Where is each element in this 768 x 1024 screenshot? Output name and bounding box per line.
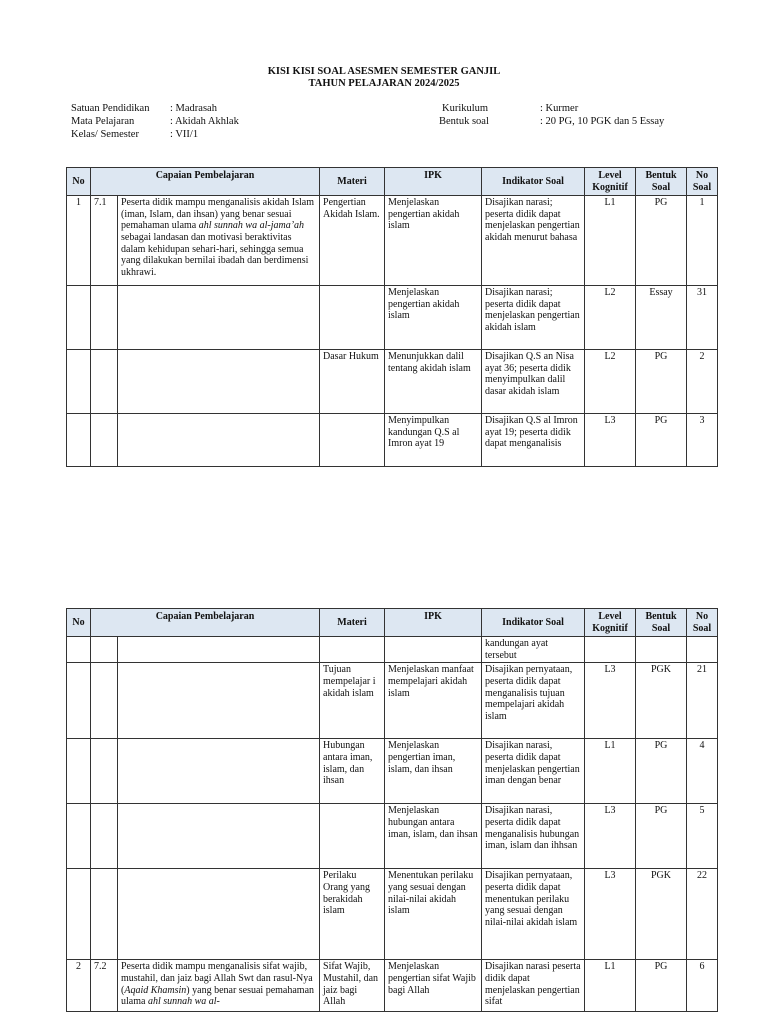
cell-ipk: Menunjukkan dalil tentang akidah islam bbox=[385, 350, 482, 414]
cell-no bbox=[67, 869, 91, 960]
cell-ipk: Menjelaskan pengertian iman, islam, dan ihsan bbox=[385, 739, 482, 804]
header-capaian: Capaian Pembelajaran bbox=[91, 609, 320, 637]
cell-capaian bbox=[118, 637, 320, 663]
cell-capaian bbox=[118, 286, 320, 350]
cell-materi bbox=[320, 414, 385, 467]
cell-bentuk: PGK bbox=[636, 869, 687, 960]
cell-materi: Hubungan antara iman, islam, dan ihsan bbox=[320, 739, 385, 804]
meta-bentuk-label: Bentuk soal bbox=[439, 116, 489, 127]
cell-materi bbox=[320, 804, 385, 869]
meta-satuan-value: : Madrasah bbox=[170, 103, 217, 114]
cell-level: L1 bbox=[585, 739, 636, 804]
cell-indikator: kandungan ayat tersebut bbox=[482, 637, 585, 663]
cell-materi bbox=[320, 286, 385, 350]
cell-bentuk bbox=[636, 637, 687, 663]
cell-bentuk: PG bbox=[636, 804, 687, 869]
cell-capaian bbox=[118, 663, 320, 739]
header-ipk: IPK bbox=[385, 609, 482, 637]
cell-ipk: Menjelaskan pengertian akidah islam bbox=[385, 196, 482, 286]
cell-bentuk: PG bbox=[636, 414, 687, 467]
header-ipk: IPK bbox=[385, 168, 482, 196]
cell-ipk: Menjelaskan pengertian sifat Wajib bagi Allah bbox=[385, 960, 482, 1012]
cell-nosoal: 4 bbox=[687, 739, 718, 804]
cell-level: L2 bbox=[585, 350, 636, 414]
cell-indikator: Disajikan pernyataan, peserta didik dapat menganalisis tujuan mempelajari akidah islam bbox=[482, 663, 585, 739]
capaian-text-end: sebagai landasan dan motivasi beraktivitas dalam kehidupan sehari-hari, sehingga semua yang dilakukan bernilai ibadah dan berdimensi ukhrawi. bbox=[121, 231, 309, 278]
header-no: No bbox=[67, 609, 91, 637]
cell-indikator: Disajikan narasi; peserta didik dapat menjelaskan pengertian akidah menurut bahasa bbox=[482, 196, 585, 286]
cell-indikator: Disajikan narasi; peserta didik dapat menjelaskan pengertian akidah islam bbox=[482, 286, 585, 350]
capaian-text: Peserta didik mampu menganalisis sifat wajib, mustahil, dan jaiz bagi Allah Swt dan rasul-Nya ( bbox=[121, 961, 313, 996]
header-level: Level Kognitif bbox=[585, 168, 636, 196]
table-row bbox=[67, 637, 718, 663]
cell-capaian bbox=[118, 414, 320, 467]
cell-cp-no bbox=[91, 663, 118, 739]
cell-materi: Perilaku Orang yang berakidah islam bbox=[320, 869, 385, 960]
cell-level: L2 bbox=[585, 286, 636, 350]
cell-materi: Sifat Wajib, Mustahil, dan jaiz bagi Allah bbox=[320, 960, 385, 1012]
meta-mapel-label: Mata Pelajaran bbox=[71, 116, 135, 127]
cell-no bbox=[67, 804, 91, 869]
cell-no bbox=[67, 637, 91, 663]
cell-cp-no bbox=[91, 739, 118, 804]
cell-bentuk: PG bbox=[636, 739, 687, 804]
capaian-italic: ahl sunnah wa al-jama’ah bbox=[198, 220, 305, 232]
cell-cp-no: 7.2 bbox=[91, 960, 118, 1012]
cell-level: L3 bbox=[585, 414, 636, 467]
table-header-row bbox=[67, 609, 718, 637]
cell-indikator: Disajikan narasi, peserta didik dapat menjelaskan pengertian iman dengan benar bbox=[482, 739, 585, 804]
cell-capaian bbox=[118, 739, 320, 804]
cell-cp-no: 7.1 bbox=[91, 196, 118, 286]
table-row bbox=[67, 414, 718, 467]
cell-ipk: Menjelaskan pengertian akidah islam bbox=[385, 286, 482, 350]
cell-ipk: Menyimpulkan kandungan Q.S al Imron ayat 19 bbox=[385, 414, 482, 467]
table-row bbox=[67, 739, 718, 804]
meta-kurikulum-label: Kurikulum bbox=[442, 103, 489, 114]
cell-bentuk: PGK bbox=[636, 663, 687, 739]
cell-capaian bbox=[118, 960, 320, 1012]
cell-level bbox=[585, 637, 636, 663]
cell-level: L3 bbox=[585, 869, 636, 960]
kisi-table-page-1 bbox=[66, 167, 718, 467]
cell-capaian bbox=[118, 196, 320, 286]
table-row bbox=[67, 960, 718, 1012]
table-row bbox=[67, 804, 718, 869]
cell-level: L1 bbox=[585, 196, 636, 286]
capaian-text: Peserta didik mampu menganalisis akidah Islam (iman, Islam, dan ihsan) yang benar sesuai pemahaman ulama bbox=[121, 197, 315, 232]
document-title: KISI KISI SOAL ASESMEN SEMESTER GANJIL bbox=[267, 66, 501, 77]
cell-no bbox=[67, 739, 91, 804]
table-row bbox=[67, 869, 718, 960]
table-row bbox=[67, 196, 718, 286]
header-nosoal: No Soal bbox=[687, 609, 718, 637]
cell-ipk: Menjelaskan hubungan antara iman, islam, dan ihsan bbox=[385, 804, 482, 869]
cell-capaian bbox=[118, 804, 320, 869]
document-subtitle: TAHUN PELAJARAN 2024/2025 bbox=[308, 78, 460, 89]
cell-no: 1 bbox=[67, 196, 91, 286]
cell-cp-no bbox=[91, 286, 118, 350]
capaian-italic: Aqaid Khamsin bbox=[124, 984, 187, 996]
cell-materi bbox=[320, 637, 385, 663]
capaian-italic-end: ahl sunnah wa al- bbox=[147, 996, 220, 1008]
cell-indikator: Disajikan narasi peserta didik dapat menjelaskan pengertian sifat bbox=[482, 960, 585, 1012]
table-header-row bbox=[67, 168, 718, 196]
cell-indikator: Disajikan pernyataan, peserta didik dapat menentukan perilaku yang sesuai dengan nilai-nilai akidah islam bbox=[482, 869, 585, 960]
cell-materi: Tujuan mempelajar i akidah islam bbox=[320, 663, 385, 739]
cell-indikator: Disajikan Q.S an Nisa ayat 36; peserta didik menyimpulkan dalil dasar akidah islam bbox=[482, 350, 585, 414]
cell-bentuk: Essay bbox=[636, 286, 687, 350]
cell-no bbox=[67, 350, 91, 414]
cell-nosoal: 5 bbox=[687, 804, 718, 869]
cell-no bbox=[67, 663, 91, 739]
header-materi: Materi bbox=[320, 168, 385, 196]
cell-indikator: Disajikan narasi, peserta didik dapat menganalisis hubungan iman, islam dan ihhsan bbox=[482, 804, 585, 869]
cell-cp-no bbox=[91, 414, 118, 467]
header-bentuk: Bentuk Soal bbox=[636, 609, 687, 637]
cell-no bbox=[67, 286, 91, 350]
table-row bbox=[67, 286, 718, 350]
cell-nosoal: 21 bbox=[687, 663, 718, 739]
header-capaian: Capaian Pembelajaran bbox=[91, 168, 320, 196]
cell-capaian bbox=[118, 869, 320, 960]
header-indikator: Indikator Soal bbox=[482, 168, 585, 196]
cell-cp-no bbox=[91, 350, 118, 414]
cell-capaian bbox=[118, 350, 320, 414]
cell-nosoal: 1 bbox=[687, 196, 718, 286]
cell-ipk: Menjelaskan manfaat mempelajari akidah islam bbox=[385, 663, 482, 739]
cell-cp-no bbox=[91, 804, 118, 869]
cell-level: L1 bbox=[585, 960, 636, 1012]
cell-nosoal: 31 bbox=[687, 286, 718, 350]
capaian-text-end: ) yang benar sesuai pemahaman ulama bbox=[121, 984, 315, 1008]
cell-cp-no bbox=[91, 869, 118, 960]
cell-bentuk: PG bbox=[636, 960, 687, 1012]
table-row bbox=[67, 350, 718, 414]
cell-no bbox=[67, 414, 91, 467]
cell-ipk: Menentukan perilaku yang sesuai dengan nilai-nilai akidah islam bbox=[385, 869, 482, 960]
cell-nosoal: 22 bbox=[687, 869, 718, 960]
cell-bentuk: PG bbox=[636, 350, 687, 414]
cell-level: L3 bbox=[585, 663, 636, 739]
header-materi: Materi bbox=[320, 609, 385, 637]
meta-kelas-value: : VII/1 bbox=[170, 129, 199, 140]
cell-nosoal: 3 bbox=[687, 414, 718, 467]
cell-ipk bbox=[385, 637, 482, 663]
cell-bentuk: PG bbox=[636, 196, 687, 286]
header-level: Level Kognitif bbox=[585, 609, 636, 637]
cell-nosoal: 6 bbox=[687, 960, 718, 1012]
cell-nosoal bbox=[687, 637, 718, 663]
cell-nosoal: 2 bbox=[687, 350, 718, 414]
header-bentuk: Bentuk Soal bbox=[636, 168, 687, 196]
header-nosoal: No Soal bbox=[687, 168, 718, 196]
cell-cp-no bbox=[91, 637, 118, 663]
header-indikator: Indikator Soal bbox=[482, 609, 585, 637]
meta-kelas-label: Kelas/ Semester bbox=[71, 129, 139, 140]
header-no: No bbox=[67, 168, 91, 196]
cell-no: 2 bbox=[67, 960, 91, 1012]
meta-bentuk-value: : 20 PG, 10 PGK dan 5 Essay bbox=[540, 116, 665, 127]
cell-materi: Pengertian Akidah Islam. bbox=[320, 196, 385, 286]
meta-mapel-value: : Akidah Akhlak bbox=[170, 116, 239, 127]
cell-materi: Dasar Hukum bbox=[320, 350, 385, 414]
cell-level: L3 bbox=[585, 804, 636, 869]
cell-indikator: Disajikan Q.S al Imron ayat 19; peserta didik dapat menganalisis bbox=[482, 414, 585, 467]
meta-kurikulum-value: : Kurmer bbox=[540, 103, 579, 114]
meta-satuan-label: Satuan Pendidikan bbox=[71, 103, 150, 114]
kisi-table-page-2 bbox=[66, 608, 718, 1012]
table-row bbox=[67, 663, 718, 739]
